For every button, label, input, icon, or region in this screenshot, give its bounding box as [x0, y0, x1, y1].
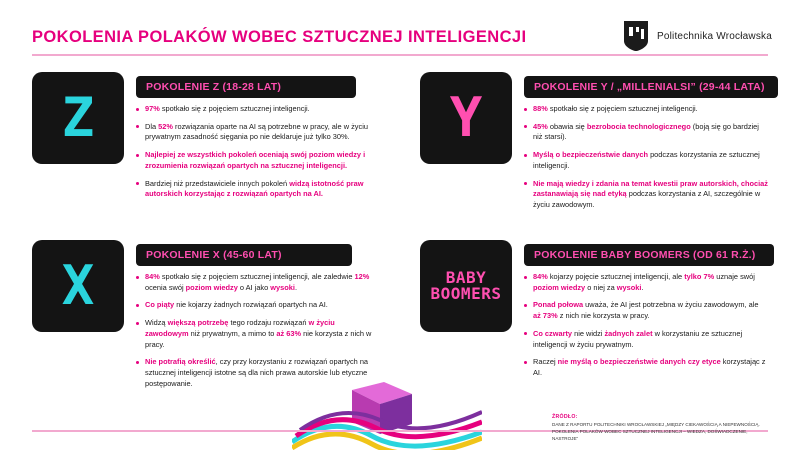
- list-item: 97% spotkało się z pojęciem sztucznej inteligencji.: [136, 104, 376, 115]
- decorative-artwork: [292, 382, 482, 450]
- generation-heading-baby-boomers: [524, 244, 774, 266]
- generation-heading-x: [136, 244, 352, 266]
- header-divider: [32, 54, 768, 56]
- heading-text: POKOLENIE Z (18-28 LAT): [146, 81, 282, 93]
- baby-boomers-pixel-icon: [420, 240, 512, 332]
- sources-note: [552, 414, 768, 442]
- letter-y-pixel-icon: [420, 72, 512, 164]
- tile-glyph: Y: [449, 86, 483, 149]
- university-logo: [623, 20, 772, 52]
- letter-z-pixel-icon: [32, 72, 124, 164]
- list-item: Najlepiej ze wszystkich pokoleń oceniają swój poziom wiedzy i zrozumienia rozwiązań opartych na sztucznej inteligencji.: [136, 150, 376, 171]
- bullet-list-z: [136, 104, 376, 207]
- list-item: 84% kojarzy pojęcie sztucznej inteligencji, ale tylko 7% uznaje swój poziom wiedzy o niej za wysoki.: [524, 272, 768, 293]
- tile-glyph: Z: [61, 86, 95, 149]
- list-item: Dla 52% rozwiązania oparte na AI są potrzebne w pracy, ale w życiu prywatnym zasadność sięgania po nie deklaruje już tylko 30%.: [136, 122, 376, 143]
- list-item: Nie potrafią określić, czy przy korzystaniu z rozwiązań opartych na sztucznej inteligencji istotne są dla nich prawa autorskie lub etyczne postępowanie.: [136, 357, 376, 389]
- sources-title: ŹRÓDŁO:: [552, 414, 578, 420]
- list-item: Ponad połowa uważa, że AI jest potrzebna w życiu zawodowym, ale aż 73% z nich nie korzysta w pracy.: [524, 300, 768, 321]
- generation-heading-z: [136, 76, 356, 98]
- heading-text: POKOLENIE X (45-60 LAT): [146, 249, 282, 261]
- page-title: POKOLENIA POLAKÓW WOBEC SZTUCZNEJ INTELIGENCJI: [32, 28, 527, 46]
- list-item: Widzą większą potrzebę tego rodzaju rozwiązań w życiu zawodowym niż prywatnym, a mimo to aż 63% nie korzysta z nich w pracy.: [136, 318, 376, 350]
- letter-x-pixel-icon: [32, 240, 124, 332]
- list-item: 84% spotkało się z pojęciem sztucznej inteligencji, ale zaledwie 12% ocenia swój poziom wiedzy o AI jako wysoki.: [136, 272, 376, 293]
- heading-text: POKOLENIE Y / „MILLENIALSI” (29-44 LATA): [534, 81, 765, 93]
- list-item: 45% obawia się bezrobocia technologicznego (boją się go bardziej niż starsi).: [524, 122, 768, 143]
- list-item: Co piąty nie kojarzy żadnych rozwiązań opartych na AI.: [136, 300, 376, 311]
- bullet-list-x: [136, 272, 376, 397]
- tile-glyph: X: [61, 254, 95, 317]
- list-item: 88% spotkało się z pojęciem sztucznej inteligencji.: [524, 104, 768, 115]
- shield-icon: [623, 20, 649, 52]
- logo-text: Politechnika Wrocławska: [656, 30, 772, 42]
- tile-glyph: BABY BOOMERS: [430, 268, 502, 303]
- list-item: Co czwarty nie widzi żadnych zalet w korzystaniu ze sztucznej inteligencji w życiu prywatnym.: [524, 329, 768, 350]
- generation-heading-y: [524, 76, 778, 98]
- list-item: Myślą o bezpieczeństwie danych podczas korzystania ze sztucznej inteligencji.: [524, 150, 768, 171]
- list-item: Raczej nie myślą o bezpieczeństwie danych czy etyce korzystając z AI.: [524, 357, 768, 378]
- sources-text: DANE Z RAPORTU POLITECHNIKI WROCŁAWSKIEJ „MIĘDZY CIEKAWOŚCIĄ A NIEPEWNOŚCIĄ. POKOLENIA POLAKÓW WOBEC SZTUCZNEJ INTELIGENCJI – WIEDZA, DOŚWIADCZENIE, NASTROJE”: [552, 421, 760, 441]
- list-item: Bardziej niż przedstawiciele innych pokoleń widzą istotność praw autorskich korzystając z rozwiązań opartych na AI.: [136, 179, 376, 200]
- bullet-list-y: [524, 104, 768, 218]
- heading-text: POKOLENIE BABY BOOMERS (OD 61 R.Ż.): [534, 249, 756, 261]
- list-item: Nie mają wiedzy i zdania na temat kwestii praw autorskich, chociaż zastanawiają się nad etyką podczas korzystania z AI, szczególnie w życiu zawodowym.: [524, 179, 768, 211]
- bullet-list-baby-boomers: [524, 272, 768, 386]
